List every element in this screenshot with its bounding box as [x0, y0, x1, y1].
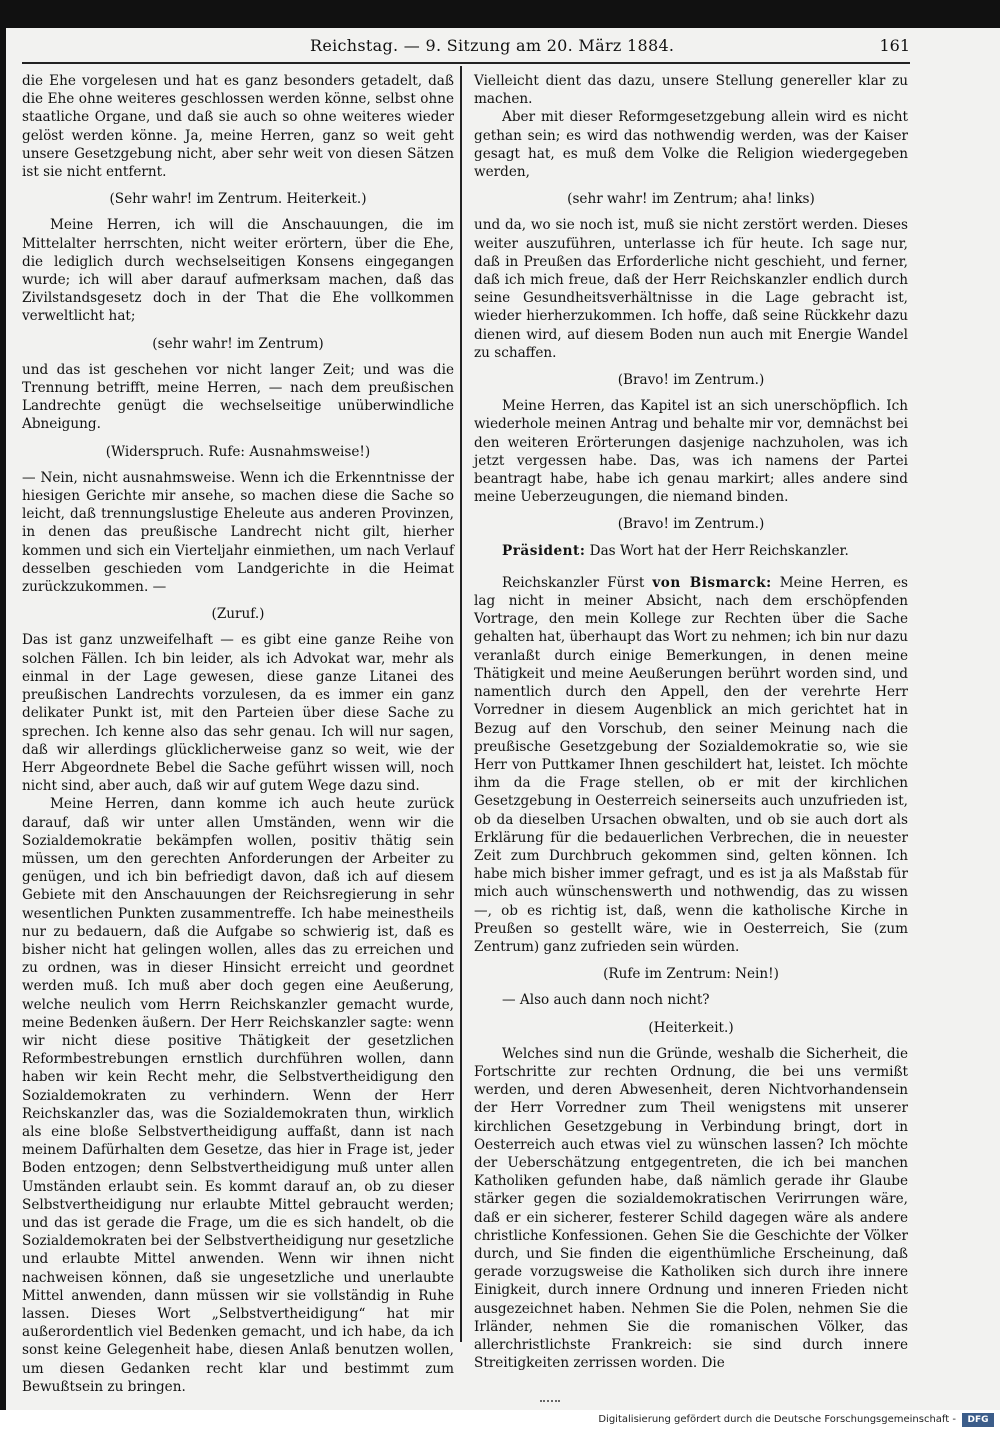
printer-mark	[540, 1394, 560, 1402]
interjection: (Widerspruch. Rufe: Ausnahmsweise!)	[105, 443, 371, 460]
speaker-president: Präsident:	[502, 542, 586, 559]
paragraph: Aber mit dieser Reformgesetzgebung allein wird es nicht gethan sein; es wird das nothwendig werden, was der Kaiser gesagt hat, es muß dem Volke die Religion wiedergegeben werden,	[474, 109, 908, 181]
paragraph: Vielleicht dient das dazu, unsere Stellung genereller klar zu machen.	[474, 73, 908, 108]
right-column	[474, 72, 908, 1372]
interjection: (sehr wahr! im Zentrum; aha! links)	[567, 191, 815, 208]
paragraph: Meine Herren, ich will die Anschauungen, die im Mittelalter herrschten, nicht weiter erörtern, über die Ehe, die lediglich durch wechselseitigen Konsens eingegangen wurde; ich will aber darauf aufmerksam machen, daß das Zivilstandsgesetz doch in der That die Ehe vollkommen verweltlicht hat;	[22, 217, 454, 325]
scan-border-top	[0, 0, 1000, 28]
funding-note: Digitalisierung gefördert durch die Deutsche Forschungsgemeinschaft -	[598, 1414, 956, 1425]
header-rule	[22, 62, 910, 64]
left-column	[22, 72, 454, 1396]
speaker-title: Reichskanzler Fürst	[502, 574, 645, 591]
page-number: 161	[879, 36, 910, 55]
column-divider	[460, 66, 462, 1342]
page-header	[20, 34, 910, 58]
paragraph: — Also auch dann noch nicht?	[502, 992, 710, 1009]
paragraph: Meine Herren, dann komme ich auch heute zurück darauf, daß wir unter allen Umständen, wenn wir die Sozialdemokratie bekämpfen wollen, positiv thätig sein müssen, um den gerechten Anforderungen der Arbeiter zu genügen, und ich bin befriedigt davon, daß ich auf diesem Gebiete mit den Anschauungen der Reichsregierung in sehr wesentlichen Punkten zusammentreffe. Ich habe meinestheils nur zu bedauern, daß die Aufgabe so schwierig ist, daß es bisher nicht hat gelingen wollen, alles das zu erreichen und zu ordnen, was in dieser Hinsicht erreicht und geordnet werden muß. Ich muß aber doch gegen eine Aeußerung, welche neulich vom Herrn Reichskanzler gemacht wurde, meine Bedenken äußern. Der Herr Reichskanzler sagte: wenn wir nicht diese positive Thätigkeit der gesetzlichen Reformbestrebungen ernstlich durchführen wollen, dann haben wir kein Recht mehr, die Selbstvertheidigung den Sozialdemokraten zu verhindern. Wenn der Herr Reichskanzler das, was die Sozialdemokraten thun, wirklich als eine bloße Selbstvertheidigung auffaßt, dann ist nach meinem Dafürhalten dem Gesetze, das hier in Frage ist, jeder Boden entzogen; denn Selbstvertheidigung muß unter allen Umständen erlaubt sein. Es kommt darauf an, ob zu dieser Selbstvertheidigung nur erlaubte Mittel gebraucht werden; und das ist gerade die Frage, um die es sich handelt, ob die Sozialdemokraten bei der Selbstvertheidigung nur gesetzliche und erlaubte Mittel anwenden. Wenn wir ihnen nicht nachweisen können, daß sie ungesetzliche und unerlaubte Mittel anwenden, dann müssen wir sie vollständig in Ruhe lassen. Dieses Wort „Selbstvertheidigung“ hat mir außerordentlich viel Bedenken gemacht, und ich habe, da ich sonst keine Gelegenheit habe, diesen Anlaß benutzen wollen, um diesen Gedanken recht klar und bestimmt zum Bewußtsein zu bringen.	[22, 796, 454, 1395]
paragraph: Das ist ganz unzweifelhaft — es gibt eine ganze Reihe von solchen Fällen. Ich bin leider, als ich Advokat war, mehr als einmal in der Lage gewesen, diese ganze Litanei des preußischen Landrechts vorzulesen, da es immer ein ganz delikater Punkt ist, mit den Parteien über diese Sache zu sprechen. Ich kenne also das sehr genau. Ich will nur sagen, daß wir allerdings glücklicherweise ganz so weit, wie der Herr Abgeordnete Bebel die Sache geführt wissen will, noch nicht sind, aber auch, daß wir auf gutem Wege dazu sind.	[22, 632, 454, 795]
paragraph: die Ehe vorgelesen und hat es ganz besonders getadelt, daß die Ehe ohne weiteres geschlossen werden könne, selbst ohne staatliche Organe, und daß sie auch so ohne weiteres wieder gelöst werden könne. Ja, meine Herren, ganz so weit geht unsere Gesetzgebung nicht, aber sehr weit von diesen Sätzen ist sie nicht entfernt.	[22, 73, 454, 181]
paragraph: Meine Herren, das Kapitel ist an sich unerschöpflich. Ich wiederhole meinen Antrag und behalte mir vor, demnächst bei den weiteren Erörterungen dasjenige nachzuholen, was ich jetzt vergessen habe. Das, was ich namens der Partei beantragt habe, habe ich genau markirt; alles andere sind meine Ueberzeugungen, die niemand binden.	[474, 398, 908, 506]
running-title: Reichstag. — 9. Sitzung am 20. März 1884.	[310, 36, 675, 55]
paragraph: und da, wo sie noch ist, muß sie nicht zerstört werden. Dieses weiter auszuführen, unterlasse ich für heute. Ich sage nur, daß in Preußen das Erforderliche nicht geschieht, und ferner, daß ich mich freue, daß der Herr Reichskanzler endlich durch seine Gesundheitsverhältnisse in die Lage gebracht ist, wieder hierherzukommen. Ich hoffe, daß seine Rückkehr dazu dienen wird, auf diesem Boden nun auch mit Energie Wandel zu schaffen.	[474, 217, 908, 361]
interjection: (sehr wahr! im Zentrum)	[152, 335, 324, 352]
speech-text: Meine Herren, es lag nicht in meiner Absicht, nach dem erschöpfenden Vortrage, den mein Kollege zur Rechten über die Sache gehalten hat, überhaupt das Wort zu nehmen; ich bin nur dazu veranlaßt durch einige Bemerkungen, in denen meine Thätigkeit und meine Aeußerungen berührt worden sind, und namentlich durch den Appell, den der verehrte Herr Vorredner in diesem Augenblick an mich gerichtet hat in Bezug auf den Vorschub, den seiner Meinung nach die preußische Gesetzgebung der Sozialdemokratie so, wie sie Herr von Puttkamer Ihnen geschildert hat, leistet. Ich möchte ihm da die Frage stellen, ob er mit der kirchlichen Gesetzgebung in Oesterreich seinerseits auch unzufrieden ist, ob da dieselben Ursachen obwalten, und ob sie auch dort als Erklärung für die bedauerlichen Verbrechen, die in neuester Zeit zum Durchbruch gekommen sind, gelten können. Ich habe mich bisher immer gefragt, und es ist ja als Maßstab für mich auch wünschenswerth und nothwendig, das zu wissen —, ob es richtig ist, daß, wenn die katholische Kirche in Preußen so gestellt wäre, wie in Oesterreich, Sie (zum Zentrum) ganz zufrieden sein würden.	[474, 574, 908, 955]
interjection: (Bravo! im Zentrum.)	[617, 372, 765, 389]
interjection: (Heiterkeit.)	[648, 1019, 734, 1036]
footer-bar	[0, 1410, 1000, 1432]
interjection: (Zuruf.)	[211, 606, 265, 623]
interjection: (Bravo! im Zentrum.)	[617, 516, 765, 533]
bismarck-speech	[474, 574, 908, 956]
paragraph: Welches sind nun die Gründe, weshalb die Sicherheit, die Fortschritte zur rechten Ordnung, die bei uns vermißt werden, und deren Abwesenheit, deren Nichtvorhandensein der Herr Vorredner zum Theil wenigstens mit unserer kirchlichen Gesetzgebung in Verbindung bringt, dort in Oesterreich auch etwas viel zu wünschen lassen? Ich möchte der Ueberschätzung entgegentreten, die ich bei manchen Katholiken gefunden habe, daß nämlich gerade ihr Glaube stärker gegen die sozialdemokratischen Verirrungen wäre, daß er ein sicherer, festerer Schild dagegen wäre als andere christliche Konfessionen. Gehen Sie die Geschichte der Völker durch, und Sie finden die eigenthümliche Erscheinung, daß gerade vorzugsweise die Katholiken sich durch ihre innere Einigkeit, durch innere Ordnung und inneren Frieden nicht ausgezeichnet haben. Nehmen Sie die Polen, nehmen Sie die Irländer, nehmen Sie die romanischen Völker, das allerchristlichste Frankreich: sie sind durch innere Streitigkeiten zerrissen worden. Die	[474, 1045, 908, 1372]
interjection: (Sehr wahr! im Zentrum. Heiterkeit.)	[109, 191, 367, 208]
interjection: (Rufe im Zentrum: Nein!)	[603, 966, 779, 983]
president-statement	[474, 542, 908, 560]
dfg-logo: DFG	[962, 1413, 994, 1427]
paragraph: und das ist geschehen vor nicht langer Zeit; und was die Trennung betrifft, meine Herren, — nach dem preußischen Landrechte genügt die wechselseitige unüberwindliche Abneigung.	[22, 361, 454, 433]
speaker-name: von Bismarck:	[652, 574, 772, 591]
president-text: Das Wort hat der Herr Reichskanzler.	[589, 542, 849, 559]
paragraph: — Nein, nicht ausnahmsweise. Wenn ich die Erkenntnisse der hiesigen Gerichte mir ansehe, so machen diese die Sache so leicht, daß trennungslustige Eheleute aus anderen Provinzen, in denen das preußische Landrecht nicht gilt, hierher kommen und sich ein Vierteljahr einmiethen, um nach Verlauf desselben geschieden vom Landgerichte in die Heimat zurückzukommen. —	[22, 469, 454, 596]
